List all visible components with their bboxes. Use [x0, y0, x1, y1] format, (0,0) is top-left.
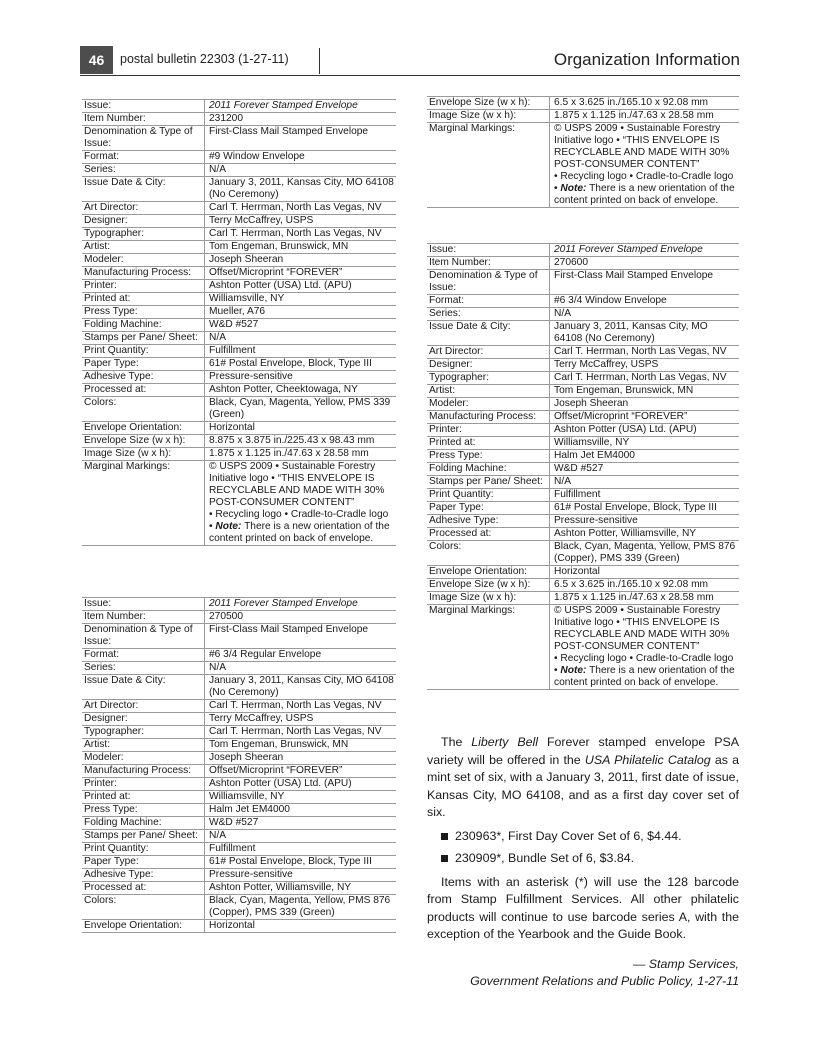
row-label: Stamps per Pane/ Sheet:: [82, 830, 205, 843]
row-value: January 3, 2011, Kansas City, MO 64108 (No Ceremony): [205, 675, 397, 700]
table-row: [82, 752, 396, 765]
row-value: 6.5 x 3.625 in./165.10 x 92.08 mm: [550, 579, 740, 592]
table-row: [82, 293, 396, 306]
row-label: Artist:: [427, 385, 550, 398]
bullet-square-icon: [441, 833, 448, 840]
table-row: [82, 662, 396, 675]
table-row: [82, 113, 396, 126]
spec-rows: [82, 598, 396, 933]
row-value: Williamsville, NY: [205, 293, 397, 306]
table-row: [82, 700, 396, 713]
table-row: [82, 435, 396, 448]
table-row: [427, 541, 739, 566]
spec-rows: [82, 100, 396, 546]
row-label: Typographer:: [82, 228, 205, 241]
marginal-markings-row: [427, 605, 739, 690]
row-label: Issue Date & City:: [82, 177, 205, 202]
row-value: N/A: [205, 830, 397, 843]
table-row: [82, 358, 396, 371]
row-value: Ashton Potter (USA) Ltd. (APU): [205, 280, 397, 293]
row-value: Pressure-sensitive: [205, 371, 397, 384]
row-label: Format:: [82, 649, 205, 662]
row-value: Carl T. Herrman, North Las Vegas, NV: [550, 346, 740, 359]
row-label: Denomination & Type of Issue:: [82, 126, 205, 151]
row-value: © USPS 2009 • Sustainable Forestry Initiative logo • “THIS ENVELOPE IS RECYCLABLE AND MADE WITH 30% POST-CONSUMER CONTENT” • Recycling logo • Cradle-to-Cradle logo • Note: There is a new orientation of the content printed on back of envelope.: [550, 605, 740, 690]
row-value: Mueller, A76: [205, 306, 397, 319]
row-label: Item Number:: [82, 611, 205, 624]
row-value: 8.875 x 3.875 in./225.43 x 98.43 mm: [205, 435, 397, 448]
row-label: Modeler:: [427, 398, 550, 411]
row-value: Ashton Potter, Williamsville, NY: [550, 528, 740, 541]
row-value: N/A: [205, 662, 397, 675]
table-row: [82, 856, 396, 869]
row-label: Adhesive Type:: [82, 869, 205, 882]
row-label: Typographer:: [427, 372, 550, 385]
row-label: Envelope Orientation:: [427, 566, 550, 579]
row-label: Series:: [427, 308, 550, 321]
row-value: Ashton Potter (USA) Ltd. (APU): [205, 778, 397, 791]
table-row: [427, 97, 739, 110]
row-value: © USPS 2009 • Sustainable Forestry Initiative logo • “THIS ENVELOPE IS RECYCLABLE AND MADE WITH 30% POST-CONSUMER CONTENT” • Recycling logo • Cradle-to-Cradle logo • Note: There is a new orientation of the content printed on back of envelope.: [205, 461, 397, 546]
bulletin-title: postal bulletin 22303 (1-27-11): [120, 52, 289, 66]
row-label: Stamps per Pane/ Sheet:: [427, 476, 550, 489]
table-row: [82, 254, 396, 267]
table-row: [427, 592, 739, 605]
list-item: 230909*, Bundle Set of 6, $3.84.: [427, 850, 739, 868]
table-row: [82, 895, 396, 920]
row-value: January 3, 2011, Kansas City, MO 64108 (No Ceremony): [205, 177, 397, 202]
row-label: Marginal Markings:: [427, 605, 550, 690]
row-value: Offset/Microprint “FOREVER”: [205, 267, 397, 280]
row-label: Printer:: [82, 280, 205, 293]
row-label: Press Type:: [82, 804, 205, 817]
row-value: 2011 Forever Stamped Envelope: [205, 100, 397, 113]
row-label: Manufacturing Process:: [427, 411, 550, 424]
row-label: Format:: [427, 295, 550, 308]
spec-rows: [427, 97, 739, 208]
table-row: [427, 110, 739, 123]
table-row: [82, 215, 396, 228]
row-value: Joseph Sheeran: [205, 752, 397, 765]
table-row: [82, 177, 396, 202]
bullet-square-icon: [441, 855, 448, 862]
table-row: [427, 450, 739, 463]
row-value: Joseph Sheeran: [205, 254, 397, 267]
row-label: Modeler:: [82, 254, 205, 267]
table-row: [82, 624, 396, 649]
table-row: [427, 528, 739, 541]
row-label: Denomination & Type of Issue:: [82, 624, 205, 649]
row-value: 61# Postal Envelope, Block, Type III: [205, 856, 397, 869]
row-label: Marginal Markings:: [82, 461, 205, 546]
row-label: Art Director:: [427, 346, 550, 359]
row-value: Ashton Potter, Cheektowaga, NY: [205, 384, 397, 397]
row-label: Folding Machine:: [82, 319, 205, 332]
table-row: [82, 882, 396, 895]
row-label: Issue Date & City:: [427, 321, 550, 346]
row-label: Printer:: [82, 778, 205, 791]
row-value: Horizontal: [550, 566, 740, 579]
row-label: Issue Date & City:: [82, 675, 205, 700]
table-row: [427, 476, 739, 489]
row-value: Tom Engeman, Brunswick, MN: [205, 739, 397, 752]
row-label: Processed at:: [82, 882, 205, 895]
table-row: [82, 843, 396, 856]
row-value: Terry McCaffrey, USPS: [550, 359, 740, 372]
row-value: Fulfillment: [205, 843, 397, 856]
row-value: Ashton Potter (USA) Ltd. (APU): [550, 424, 740, 437]
row-label: Issue:: [82, 100, 205, 113]
table-row: [82, 920, 396, 933]
row-label: Stamps per Pane/ Sheet:: [82, 332, 205, 345]
table-row: [82, 726, 396, 739]
row-value: #6 3/4 Window Envelope: [550, 295, 740, 308]
row-value: Pressure-sensitive: [205, 869, 397, 882]
table-row: [82, 713, 396, 726]
row-label: Press Type:: [82, 306, 205, 319]
row-value: Fulfillment: [205, 345, 397, 358]
row-value: Carl T. Herrman, North Las Vegas, NV: [205, 700, 397, 713]
row-value: Pressure-sensitive: [550, 515, 740, 528]
table-row: [82, 765, 396, 778]
row-label: Adhesive Type:: [427, 515, 550, 528]
table-row: [82, 306, 396, 319]
table-row: [82, 830, 396, 843]
table-row: [427, 372, 739, 385]
row-value: #6 3/4 Regular Envelope: [205, 649, 397, 662]
row-label: Paper Type:: [427, 502, 550, 515]
row-label: Designer:: [82, 713, 205, 726]
table-row: [427, 566, 739, 579]
signature: — Stamp Services, Government Relations and Public Policy, 1-27-11: [470, 956, 739, 988]
table-row: [82, 804, 396, 817]
header-rule: [80, 75, 740, 76]
row-value: Carl T. Herrman, North Las Vegas, NV: [550, 372, 740, 385]
row-value: W&D #527: [205, 319, 397, 332]
table-row: [82, 345, 396, 358]
table-row: [82, 675, 396, 700]
table-row: [427, 308, 739, 321]
row-value: Carl T. Herrman, North Las Vegas, NV: [205, 228, 397, 241]
table-row: [427, 463, 739, 476]
row-value: W&D #527: [550, 463, 740, 476]
row-value: Fulfillment: [550, 489, 740, 502]
row-value: Williamsville, NY: [550, 437, 740, 450]
spec-table-270500: [82, 597, 396, 933]
table-row: [427, 359, 739, 372]
row-value: Tom Engeman, Brunswick, MN: [205, 241, 397, 254]
table-row: [82, 267, 396, 280]
table-row: [82, 598, 396, 611]
row-label: Series:: [82, 662, 205, 675]
row-value: Black, Cyan, Magenta, Yellow, PMS 876 (Copper), PMS 339 (Green): [205, 895, 397, 920]
page-header: [80, 46, 740, 76]
article-body: [427, 734, 739, 990]
row-label: Paper Type:: [82, 856, 205, 869]
row-value: 2011 Forever Stamped Envelope: [205, 598, 397, 611]
row-label: Issue:: [82, 598, 205, 611]
table-row: [427, 437, 739, 450]
row-label: Envelope Size (w x h):: [427, 579, 550, 592]
row-label: Envelope Orientation:: [82, 422, 205, 435]
row-label: Typographer:: [82, 726, 205, 739]
row-value: Carl T. Herrman, North Las Vegas, NV: [205, 726, 397, 739]
row-label: Envelope Size (w x h):: [82, 435, 205, 448]
table-row: [82, 151, 396, 164]
row-value: 270500: [205, 611, 397, 624]
row-label: Paper Type:: [82, 358, 205, 371]
row-label: Printed at:: [82, 293, 205, 306]
row-label: Processed at:: [427, 528, 550, 541]
table-row: [427, 424, 739, 437]
row-value: 61# Postal Envelope, Block, Type III: [550, 502, 740, 515]
table-row: [82, 126, 396, 151]
row-value: Black, Cyan, Magenta, Yellow, PMS 339 (Green): [205, 397, 397, 422]
table-row: [82, 397, 396, 422]
header-divider: [319, 48, 320, 74]
row-label: Manufacturing Process:: [82, 267, 205, 280]
table-row: [427, 515, 739, 528]
row-value: Halm Jet EM4000: [550, 450, 740, 463]
table-row: [427, 385, 739, 398]
table-row: [427, 244, 739, 257]
row-label: Envelope Orientation:: [82, 920, 205, 933]
row-label: Modeler:: [82, 752, 205, 765]
row-value: Halm Jet EM4000: [205, 804, 397, 817]
row-label: Marginal Markings:: [427, 123, 550, 208]
row-value: Terry McCaffrey, USPS: [205, 713, 397, 726]
row-value: 6.5 x 3.625 in./165.10 x 92.08 mm: [550, 97, 740, 110]
row-value: January 3, 2011, Kansas City, MO 64108 (No Ceremony): [550, 321, 740, 346]
row-label: Art Director:: [82, 202, 205, 215]
row-label: Folding Machine:: [427, 463, 550, 476]
row-value: Offset/Microprint “FOREVER”: [205, 765, 397, 778]
row-label: Denomination & Type of Issue:: [427, 270, 550, 295]
row-value: W&D #527: [205, 817, 397, 830]
row-label: Printer:: [427, 424, 550, 437]
row-label: Item Number:: [82, 113, 205, 126]
table-row: [427, 411, 739, 424]
spec-table-231200: [82, 99, 396, 546]
row-label: Adhesive Type:: [82, 371, 205, 384]
row-label: Colors:: [82, 895, 205, 920]
row-label: Colors:: [427, 541, 550, 566]
row-value: Horizontal: [205, 920, 397, 933]
row-value: © USPS 2009 • Sustainable Forestry Initiative logo • “THIS ENVELOPE IS RECYCLABLE AND MADE WITH 30% POST-CONSUMER CONTENT” • Recycling logo • Cradle-to-Cradle logo • Note: There is a new orientation of the content printed on back of envelope.: [550, 123, 740, 208]
section-title: Organization Information: [553, 50, 740, 69]
table-row: [82, 778, 396, 791]
row-label: Print Quantity:: [427, 489, 550, 502]
table-row: [427, 579, 739, 592]
table-row: [82, 228, 396, 241]
row-label: Manufacturing Process:: [82, 765, 205, 778]
row-label: Artist:: [82, 739, 205, 752]
table-row: [427, 321, 739, 346]
table-row: [82, 611, 396, 624]
row-value: 270600: [550, 257, 740, 270]
row-value: 1.875 x 1.125 in./47.63 x 28.58 mm: [550, 110, 740, 123]
row-value: First-Class Mail Stamped Envelope: [205, 126, 397, 151]
table-row: [82, 869, 396, 882]
table-row: [82, 448, 396, 461]
table-row: [82, 422, 396, 435]
table-row: [82, 371, 396, 384]
table-row: [82, 241, 396, 254]
row-value: N/A: [205, 164, 397, 177]
row-value: First-Class Mail Stamped Envelope: [205, 624, 397, 649]
table-row: [82, 791, 396, 804]
row-label: Print Quantity:: [82, 843, 205, 856]
table-row: [82, 100, 396, 113]
row-label: Colors:: [82, 397, 205, 422]
row-value: #9 Window Envelope: [205, 151, 397, 164]
article-paragraph: Items with an asterisk (*) will use the 128 barcode from Stamp Fulfillment Services. All other philatelic products will continue to use barcode series A, with the exception of the Yearbook and the Guide Book.: [427, 874, 739, 941]
row-label: Series:: [82, 164, 205, 177]
row-label: Designer:: [427, 359, 550, 372]
row-value: N/A: [550, 476, 740, 489]
table-row: [427, 502, 739, 515]
row-label: Image Size (w x h):: [427, 110, 550, 123]
row-value: N/A: [205, 332, 397, 345]
row-value: N/A: [550, 308, 740, 321]
table-row: [82, 649, 396, 662]
article-paragraph: The Liberty Bell Forever stamped envelope PSA variety will be offered in the USA Philatelic Catalog as a mint set of six, with a January 3, 2011, first date of issue, Kansas City, MO 64108, and as a first day cover set of six.: [427, 735, 740, 819]
row-value: Ashton Potter, Williamsville, NY: [205, 882, 397, 895]
row-value: Carl T. Herrman, North Las Vegas, NV: [205, 202, 397, 215]
row-value: Terry McCaffrey, USPS: [205, 215, 397, 228]
row-label: Image Size (w x h):: [82, 448, 205, 461]
table-row: [427, 270, 739, 295]
product-list: [427, 828, 739, 868]
row-value: Joseph Sheeran: [550, 398, 740, 411]
table-row: [82, 817, 396, 830]
row-value: First-Class Mail Stamped Envelope: [550, 270, 740, 295]
row-label: Printed at:: [427, 437, 550, 450]
row-label: Artist:: [82, 241, 205, 254]
row-label: Folding Machine:: [82, 817, 205, 830]
table-row: [82, 739, 396, 752]
marginal-markings-row: [82, 461, 396, 546]
table-row: [427, 489, 739, 502]
table-row: [82, 202, 396, 215]
table-row: [427, 257, 739, 270]
row-value: Tom Engeman, Brunswick, MN: [550, 385, 740, 398]
row-label: Item Number:: [427, 257, 550, 270]
row-value: Williamsville, NY: [205, 791, 397, 804]
row-label: Print Quantity:: [82, 345, 205, 358]
row-value: 2011 Forever Stamped Envelope: [550, 244, 740, 257]
row-value: 61# Postal Envelope, Block, Type III: [205, 358, 397, 371]
row-label: Image Size (w x h):: [427, 592, 550, 605]
spec-rows: [427, 244, 739, 690]
row-value: Black, Cyan, Magenta, Yellow, PMS 876 (Copper), PMS 339 (Green): [550, 541, 740, 566]
list-item: 230963*, First Day Cover Set of 6, $4.44.: [427, 828, 739, 846]
spec-table-continued: [427, 96, 739, 208]
table-row: [82, 280, 396, 293]
row-label: Art Director:: [82, 700, 205, 713]
row-value: 1.875 x 1.125 in./47.63 x 28.58 mm: [550, 592, 740, 605]
row-value: 231200: [205, 113, 397, 126]
table-row: [427, 398, 739, 411]
row-label: Issue:: [427, 244, 550, 257]
row-value: 1.875 x 1.125 in./47.63 x 28.58 mm: [205, 448, 397, 461]
row-label: Designer:: [82, 215, 205, 228]
table-row: [82, 384, 396, 397]
row-value: Offset/Microprint “FOREVER”: [550, 411, 740, 424]
spec-table-270600: [427, 243, 739, 690]
row-label: Printed at:: [82, 791, 205, 804]
page-number: 46: [80, 46, 113, 74]
table-row: [82, 332, 396, 345]
row-label: Processed at:: [82, 384, 205, 397]
row-label: Format:: [82, 151, 205, 164]
table-row: [427, 295, 739, 308]
row-label: Envelope Size (w x h):: [427, 97, 550, 110]
table-row: [427, 346, 739, 359]
marginal-markings-row: [427, 123, 739, 208]
row-value: Horizontal: [205, 422, 397, 435]
table-row: [82, 164, 396, 177]
row-label: Press Type:: [427, 450, 550, 463]
table-row: [82, 319, 396, 332]
